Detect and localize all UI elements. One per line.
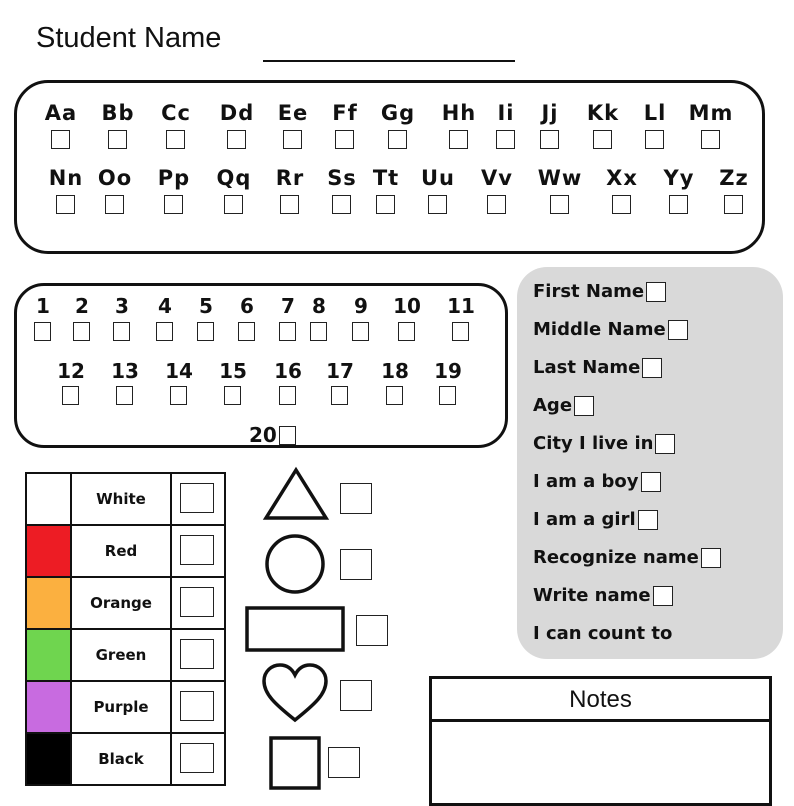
number-label: 10: [393, 294, 421, 318]
letter-checkbox[interactable]: [108, 130, 127, 149]
checklist-label: I am a girl: [533, 509, 636, 530]
color-checkbox-cell: [171, 733, 225, 785]
color-name: Green: [71, 629, 171, 681]
letter-checkbox[interactable]: [51, 130, 70, 149]
number-label: 11: [447, 294, 475, 318]
color-name: Orange: [71, 577, 171, 629]
number-label: 5: [199, 294, 213, 318]
color-checkbox[interactable]: [180, 743, 214, 773]
number-checkbox[interactable]: [197, 322, 214, 341]
letter-label: Ii: [497, 101, 515, 125]
letter-label: Bb: [101, 101, 135, 125]
number-label: 16: [274, 359, 302, 383]
checklist-checkbox[interactable]: [641, 472, 661, 492]
checklist-item: [533, 585, 673, 606]
letter-checkbox[interactable]: [283, 130, 302, 149]
color-row: [26, 629, 225, 681]
letter-label: Jj: [541, 101, 559, 125]
letter-label: Aa: [44, 101, 78, 125]
letter-label: Vv: [481, 166, 513, 190]
color-swatch: [26, 525, 71, 577]
color-checkbox[interactable]: [180, 535, 214, 565]
color-name: Black: [71, 733, 171, 785]
checklist-item: [533, 395, 594, 416]
letter-checkbox[interactable]: [487, 195, 506, 214]
letter-checkbox[interactable]: [335, 130, 354, 149]
letter-label: Ll: [643, 101, 667, 125]
color-row: [26, 733, 225, 785]
letter-label: Uu: [420, 166, 455, 190]
notes-title: Notes: [432, 679, 769, 722]
student-name-line[interactable]: [263, 60, 515, 62]
number-label: 8: [312, 294, 326, 318]
letter-label: Mm: [688, 101, 734, 125]
letter-label: Dd: [219, 101, 255, 125]
number-checkbox[interactable]: [386, 386, 403, 405]
checklist-item: [533, 433, 675, 454]
color-name: White: [71, 473, 171, 525]
checklist-label: First Name: [533, 281, 645, 302]
heart-shape: [261, 662, 329, 724]
color-checkbox[interactable]: [180, 691, 214, 721]
number-checkbox[interactable]: [224, 386, 241, 405]
number-label: 4: [158, 294, 172, 318]
color-row: [26, 681, 225, 733]
checklist-checkbox[interactable]: [642, 358, 662, 378]
number-checkbox[interactable]: [279, 386, 296, 405]
letter-checkbox[interactable]: [56, 195, 75, 214]
letter-label: Ff: [332, 101, 358, 125]
student-name-label: Student Name: [36, 22, 222, 54]
checklist-item: [533, 319, 688, 340]
number-checkbox[interactable]: [113, 322, 130, 341]
letter-checkbox[interactable]: [724, 195, 743, 214]
color-checkbox-cell: [171, 473, 225, 525]
number-checkbox[interactable]: [156, 322, 173, 341]
number-label: 9: [354, 294, 368, 318]
number-checkbox[interactable]: [398, 322, 415, 341]
letter-label: Ee: [277, 101, 309, 125]
letter-checkbox[interactable]: [224, 195, 243, 214]
number-checkbox[interactable]: [34, 322, 51, 341]
letter-label: Ww: [537, 166, 583, 190]
number-label: 18: [381, 359, 409, 383]
notes-area[interactable]: [432, 722, 769, 802]
number-checkbox[interactable]: [310, 322, 327, 341]
color-name: Red: [71, 525, 171, 577]
color-checkbox[interactable]: [180, 587, 214, 617]
circle-shape: [264, 533, 326, 595]
checklist-label: Last Name: [533, 357, 641, 378]
checklist-checkbox[interactable]: [646, 282, 666, 302]
number-checkbox[interactable]: [439, 386, 456, 405]
number-label: 19: [434, 359, 462, 383]
number-checkbox[interactable]: [238, 322, 255, 341]
color-checkbox-cell: [171, 525, 225, 577]
number-label: 17: [326, 359, 354, 383]
rectangle-shape: [245, 606, 345, 652]
checklist-item: [533, 281, 666, 302]
triangle-checkbox[interactable]: [340, 483, 372, 514]
color-row: [26, 577, 225, 629]
number-checkbox[interactable]: [116, 386, 133, 405]
checklist-checkbox[interactable]: [653, 586, 673, 606]
letter-checkbox[interactable]: [496, 130, 515, 149]
letter-label: Gg: [380, 101, 416, 125]
number-label: 14: [165, 359, 193, 383]
number-label: 12: [57, 359, 85, 383]
number-20-checkbox[interactable]: [279, 426, 296, 445]
color-row: [26, 525, 225, 577]
letter-checkbox[interactable]: [612, 195, 631, 214]
square-checkbox[interactable]: [328, 747, 360, 778]
letter-label: Nn: [48, 166, 84, 190]
number-20-item: [249, 423, 296, 447]
checklist-checkbox[interactable]: [655, 434, 675, 454]
number-checkbox[interactable]: [279, 322, 296, 341]
letter-checkbox[interactable]: [428, 195, 447, 214]
checklist-label: Recognize name: [533, 547, 699, 568]
color-swatch: [26, 681, 71, 733]
letter-label: Qq: [216, 166, 252, 190]
letter-checkbox[interactable]: [332, 195, 351, 214]
color-checkbox-cell: [171, 577, 225, 629]
letter-checkbox[interactable]: [669, 195, 688, 214]
letter-label: Tt: [372, 166, 400, 190]
number-label: 13: [111, 359, 139, 383]
color-checkbox-cell: [171, 629, 225, 681]
letter-checkbox[interactable]: [105, 195, 124, 214]
checklist-label: City I live in: [533, 433, 654, 454]
letter-checkbox[interactable]: [376, 195, 395, 214]
colors-table: [25, 472, 226, 786]
color-row: [26, 473, 225, 525]
checklist-label: I am a boy: [533, 471, 639, 492]
checklist-checkbox[interactable]: [638, 510, 658, 530]
number-20-label: 20: [249, 423, 277, 447]
letter-label: Yy: [663, 166, 695, 190]
letter-checkbox[interactable]: [449, 130, 468, 149]
color-checkbox-cell: [171, 681, 225, 733]
color-swatch: [26, 577, 71, 629]
number-label: 6: [240, 294, 254, 318]
notes-box: [429, 676, 772, 806]
letter-label: Pp: [157, 166, 191, 190]
letter-checkbox[interactable]: [164, 195, 183, 214]
color-name: Purple: [71, 681, 171, 733]
letter-label: Hh: [441, 101, 477, 125]
number-label: 2: [75, 294, 89, 318]
checklist-label: Middle Name: [533, 319, 666, 340]
letter-label: Ss: [327, 166, 357, 190]
square-shape: [269, 736, 321, 790]
checklist-item: [533, 509, 658, 530]
letter-checkbox[interactable]: [550, 195, 569, 214]
letter-label: Zz: [719, 166, 749, 190]
color-checkbox[interactable]: [180, 483, 214, 513]
letter-label: Cc: [161, 101, 191, 125]
number-checkbox[interactable]: [452, 322, 469, 341]
number-checkbox[interactable]: [73, 322, 90, 341]
number-label: 7: [281, 294, 295, 318]
checklist-checkbox[interactable]: [701, 548, 721, 568]
checklist-checkbox[interactable]: [574, 396, 594, 416]
checklist-item: [533, 357, 662, 378]
number-label: 1: [36, 294, 50, 318]
color-swatch: [26, 733, 71, 785]
checklist-label: Write name: [533, 585, 651, 606]
letter-checkbox[interactable]: [540, 130, 559, 149]
rectangle-checkbox[interactable]: [356, 615, 388, 646]
letter-label: Rr: [275, 166, 305, 190]
heart-checkbox[interactable]: [340, 680, 372, 711]
number-label: 15: [219, 359, 247, 383]
checklist-label: I can count to: [533, 623, 673, 644]
letter-checkbox[interactable]: [388, 130, 407, 149]
letter-label: Kk: [586, 101, 620, 125]
checklist-label: Age: [533, 395, 573, 416]
number-label: 3: [115, 294, 129, 318]
letter-checkbox[interactable]: [593, 130, 612, 149]
letter-checkbox[interactable]: [280, 195, 299, 214]
letter-checkbox[interactable]: [701, 130, 720, 149]
triangle-shape: [262, 466, 330, 522]
circle-checkbox[interactable]: [340, 549, 372, 580]
checklist-item: [533, 623, 672, 644]
letter-label: Oo: [97, 166, 133, 190]
number-checkbox[interactable]: [352, 322, 369, 341]
checklist-checkbox[interactable]: [668, 320, 688, 340]
color-swatch: [26, 629, 71, 681]
number-checkbox[interactable]: [331, 386, 348, 405]
color-checkbox[interactable]: [180, 639, 214, 669]
letter-checkbox[interactable]: [227, 130, 246, 149]
number-checkbox[interactable]: [170, 386, 187, 405]
checklist-item: [533, 547, 721, 568]
color-swatch: [26, 473, 71, 525]
letter-checkbox[interactable]: [645, 130, 664, 149]
checklist-item: [533, 471, 661, 492]
letter-label: Xx: [606, 166, 638, 190]
number-checkbox[interactable]: [62, 386, 79, 405]
letter-checkbox[interactable]: [166, 130, 185, 149]
